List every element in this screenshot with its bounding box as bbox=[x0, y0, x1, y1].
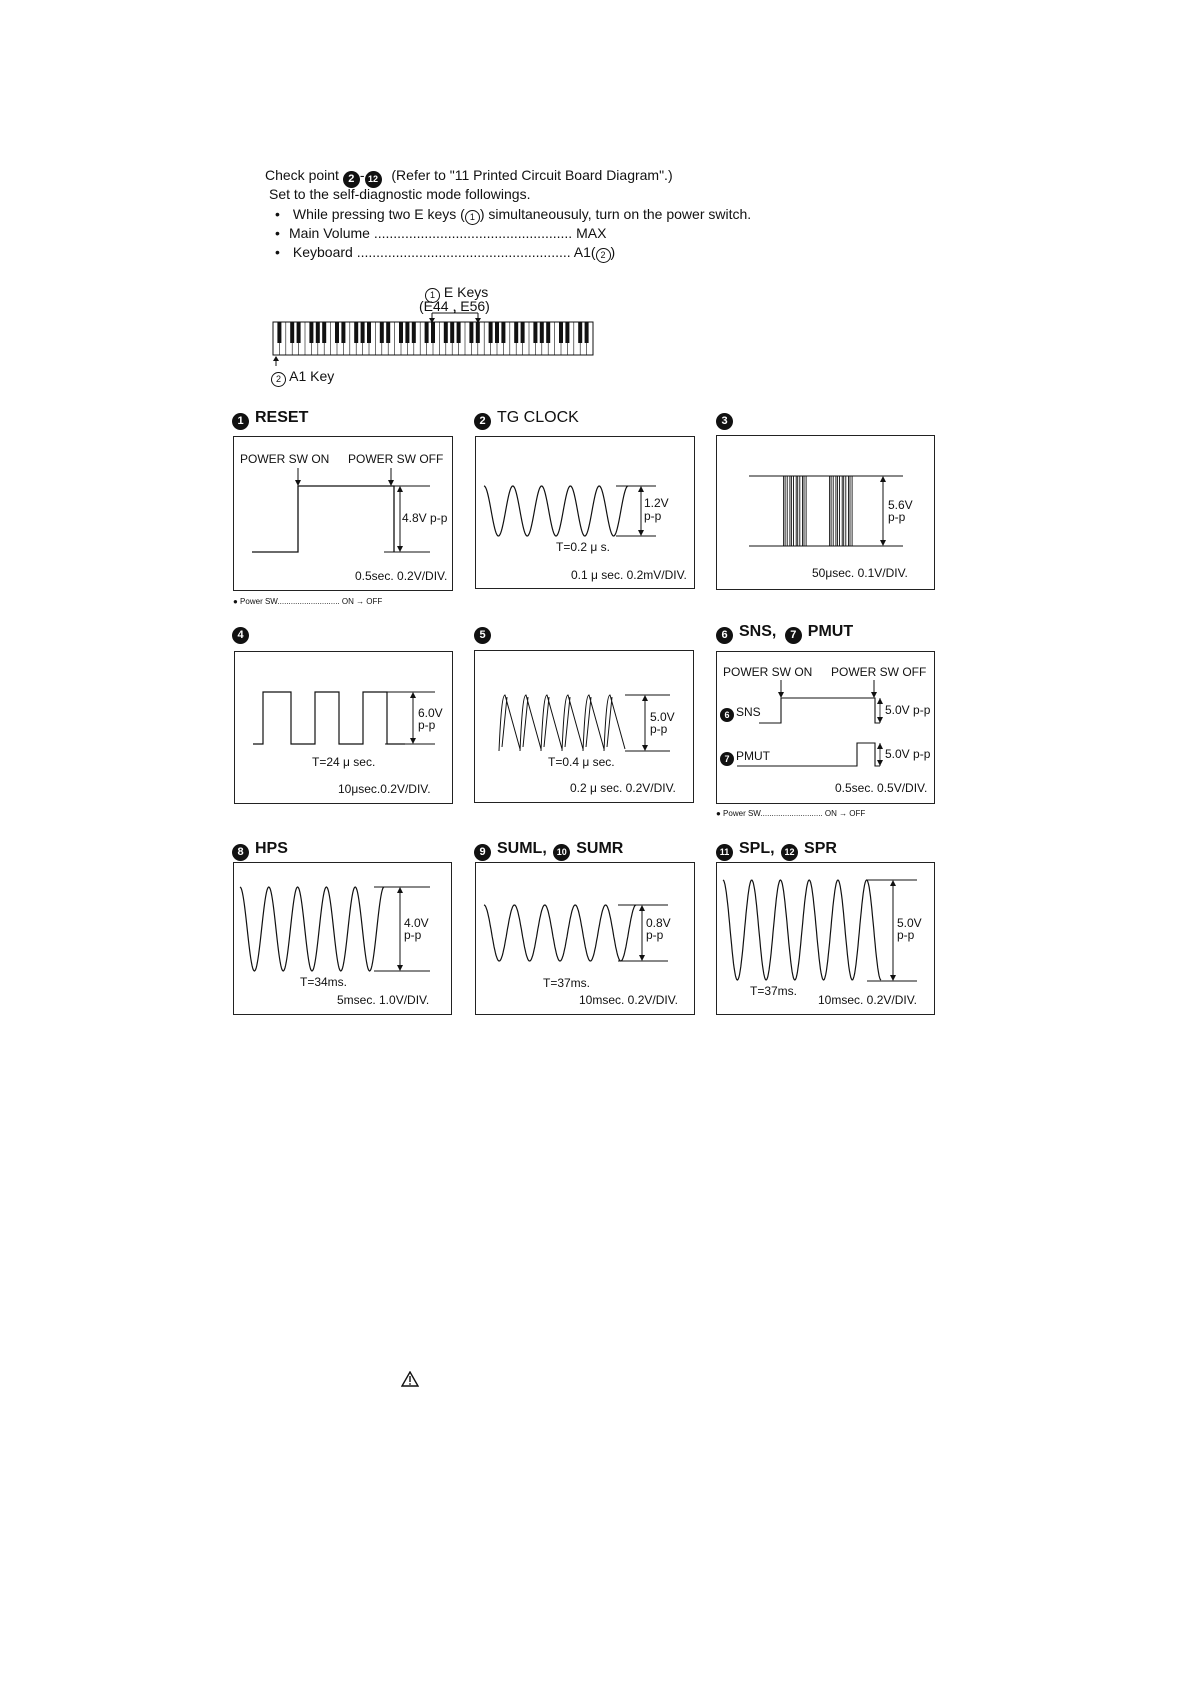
waveform-panel-suml-sumr bbox=[475, 862, 695, 1015]
black-key bbox=[297, 322, 301, 343]
black-key bbox=[380, 322, 384, 343]
amplitude-unit-label: p-p bbox=[897, 928, 915, 942]
black-key bbox=[450, 322, 454, 343]
waveform-panel-reset bbox=[233, 436, 453, 591]
black-key bbox=[431, 322, 435, 343]
panel-title-text: TG CLOCK bbox=[497, 409, 579, 426]
amplitude-unit-label: p-p bbox=[650, 722, 668, 736]
amplitude-unit-label: p-p bbox=[418, 718, 436, 732]
panel-title-tg-clock bbox=[474, 409, 579, 430]
bullet-text: ) bbox=[610, 244, 616, 260]
power-sw-note: ● Power SW............................ ON → OFF bbox=[716, 809, 866, 818]
bullet-power-switch bbox=[275, 205, 751, 225]
black-key bbox=[425, 322, 429, 343]
bullet-text: Keyboard ....................................................... A1( bbox=[292, 244, 596, 260]
black-key bbox=[469, 322, 473, 343]
sns-amplitude-label: 5.0V p-p bbox=[885, 703, 931, 717]
black-key bbox=[559, 322, 563, 343]
black-key bbox=[457, 322, 461, 343]
circled-number: 1 bbox=[232, 413, 249, 430]
black-key bbox=[277, 322, 281, 343]
sns-label bbox=[720, 706, 761, 722]
black-key bbox=[361, 322, 365, 343]
circled-number: 11 bbox=[716, 844, 733, 861]
panel-title-text: PMUT bbox=[807, 623, 854, 640]
panel-title-hps bbox=[232, 840, 288, 861]
panel-title-text: HPS bbox=[255, 840, 288, 857]
circled-number: 4 bbox=[232, 627, 249, 644]
amplitude-label: 5.6V bbox=[888, 498, 913, 512]
amplitude-unit-label: p-p bbox=[644, 509, 662, 523]
black-key bbox=[290, 322, 294, 343]
pmut-amplitude-label: 5.0V p-p bbox=[885, 747, 931, 761]
scale-label: 10μsec.0.2V/DIV. bbox=[338, 782, 431, 796]
circled-number: 9 bbox=[474, 844, 491, 861]
panel-title-reset bbox=[232, 409, 308, 430]
power-sw-on-label: POWER SW ON bbox=[723, 665, 813, 679]
waveform-panel-3 bbox=[716, 435, 935, 590]
a1-key-text: A1 Key bbox=[289, 368, 335, 384]
e-keys-text: E Keys bbox=[443, 284, 489, 300]
black-key bbox=[399, 322, 403, 343]
scale-label: 0.5sec. 0.2V/DIV. bbox=[355, 569, 448, 583]
e-keys-range: (E44 , E56) bbox=[419, 298, 490, 314]
bullet-keyboard bbox=[275, 243, 615, 263]
black-key bbox=[367, 322, 371, 343]
warning-triangle-icon bbox=[401, 1371, 419, 1387]
black-key bbox=[316, 322, 320, 343]
panel-title-text: SUMR bbox=[576, 840, 624, 857]
circled-number: 12 bbox=[365, 171, 382, 188]
black-key bbox=[309, 322, 313, 343]
power-sw-on-label: POWER SW ON bbox=[240, 452, 330, 466]
circled-number: 2 bbox=[271, 372, 286, 387]
a1-key-label bbox=[271, 367, 334, 387]
waveform-panel-5 bbox=[474, 650, 694, 803]
scale-label: 0.1 μ sec. 0.2mV/DIV. bbox=[571, 568, 687, 582]
black-key bbox=[501, 322, 505, 343]
black-key bbox=[386, 322, 390, 343]
scale-label: 10msec. 0.2V/DIV. bbox=[579, 993, 678, 1007]
pmut-text: PMUT bbox=[736, 749, 770, 763]
panel-title-3 bbox=[716, 409, 739, 430]
circled-number: 1 bbox=[465, 210, 480, 225]
black-key bbox=[585, 322, 589, 343]
amplitude-label: 4.8V p-p bbox=[402, 511, 448, 525]
black-key bbox=[322, 322, 326, 343]
panel-title-text: SUML, bbox=[497, 840, 547, 857]
scale-label: 10msec. 0.2V/DIV. bbox=[818, 993, 917, 1007]
power-sw-note: ● Power SW............................ ON → OFF bbox=[233, 597, 383, 606]
circled-number: 5 bbox=[474, 627, 491, 644]
waveform-panel-spl-spr bbox=[716, 862, 935, 1015]
waveform-panel-tg-clock bbox=[475, 436, 695, 589]
black-key bbox=[578, 322, 582, 343]
scale-label: 0.5sec. 0.5V/DIV. bbox=[835, 781, 928, 795]
waveform-panel-hps bbox=[233, 862, 452, 1015]
period-label: T=34ms. bbox=[300, 975, 348, 989]
power-sw-off-label: POWER SW OFF bbox=[831, 665, 927, 679]
black-key bbox=[546, 322, 550, 343]
period-label: T=0.4 μ sec. bbox=[548, 755, 615, 769]
black-key bbox=[335, 322, 339, 343]
black-key bbox=[533, 322, 537, 343]
period-label: T=24 μ sec. bbox=[312, 755, 376, 769]
black-key bbox=[412, 322, 416, 343]
black-key bbox=[514, 322, 518, 343]
circled-number: 2 bbox=[343, 171, 360, 188]
circled-number: 12 bbox=[781, 844, 798, 861]
bullet-text: While pressing two E keys ( bbox=[292, 206, 465, 222]
keyboard-icon bbox=[270, 310, 595, 368]
amplitude-unit-label: p-p bbox=[404, 928, 422, 942]
black-key bbox=[405, 322, 409, 343]
circled-number: 6 bbox=[716, 627, 733, 644]
black-key bbox=[540, 322, 544, 343]
black-key bbox=[476, 322, 480, 343]
black-key bbox=[565, 322, 569, 343]
period-label: T=37ms. bbox=[543, 976, 591, 990]
waveform-panel-sns-pmut bbox=[716, 651, 935, 804]
black-key bbox=[444, 322, 448, 343]
black-key bbox=[341, 322, 345, 343]
amplitude-label: 6.0V bbox=[418, 706, 443, 720]
panel-title-4 bbox=[232, 623, 255, 644]
panel-title-text: SPL, bbox=[739, 840, 775, 857]
bullet-main-volume: • Main Volume ................................................... MAX bbox=[275, 224, 606, 242]
period-label: T=37ms. bbox=[750, 984, 798, 998]
panel-title-text: RESET bbox=[255, 409, 309, 426]
amplitude-label: 4.0V bbox=[404, 916, 429, 930]
checkpoint-reference: (Refer to "11 Printed Circuit Board Diagram".) bbox=[387, 167, 673, 183]
circled-number: 2 bbox=[596, 248, 611, 263]
circled-number: 6 bbox=[720, 708, 734, 722]
panel-title-spl-spr bbox=[716, 840, 837, 861]
amplitude-label: 1.2V bbox=[644, 496, 669, 510]
amplitude-unit-label: p-p bbox=[888, 510, 906, 524]
waveform-panel-4 bbox=[234, 651, 453, 804]
sns-text: SNS bbox=[736, 705, 761, 719]
bullet-text: ) simultaneousuly, turn on the power switch. bbox=[479, 206, 752, 222]
panel-title-5 bbox=[474, 623, 497, 644]
amplitude-unit-label: p-p bbox=[646, 928, 664, 942]
circled-number: 7 bbox=[720, 752, 734, 766]
circled-number: 7 bbox=[785, 627, 802, 644]
black-key bbox=[521, 322, 525, 343]
scale-label: 0.2 μ sec. 0.2V/DIV. bbox=[570, 781, 676, 795]
power-sw-off-label: POWER SW OFF bbox=[348, 452, 444, 466]
circled-number: 10 bbox=[553, 844, 570, 861]
set-mode-text: Set to the self-diagnostic mode followings. bbox=[269, 186, 531, 202]
checkpoint-dash: - bbox=[359, 167, 365, 183]
checkpoint-prefix: Check point bbox=[265, 167, 343, 183]
circled-number: 2 bbox=[474, 413, 491, 430]
scale-label: 50μsec. 0.1V/DIV. bbox=[812, 566, 908, 580]
circled-number: 8 bbox=[232, 844, 249, 861]
black-key bbox=[354, 322, 358, 343]
amplitude-label: 5.0V bbox=[897, 916, 922, 930]
panel-title-suml-sumr bbox=[474, 840, 623, 861]
circled-number: 3 bbox=[716, 413, 733, 430]
pmut-label bbox=[720, 750, 770, 766]
amplitude-label: 5.0V bbox=[650, 710, 675, 724]
circled-number: 1 bbox=[425, 288, 440, 303]
panel-title-sns-pmut bbox=[716, 623, 853, 644]
panel-title-text: SNS, bbox=[739, 623, 777, 640]
scale-label: 5msec. 1.0V/DIV. bbox=[337, 993, 430, 1007]
black-key bbox=[489, 322, 493, 343]
period-label: T=0.2 μ s. bbox=[556, 540, 610, 554]
amplitude-label: 0.8V bbox=[646, 916, 671, 930]
panel-title-text: SPR bbox=[804, 840, 837, 857]
black-key bbox=[495, 322, 499, 343]
